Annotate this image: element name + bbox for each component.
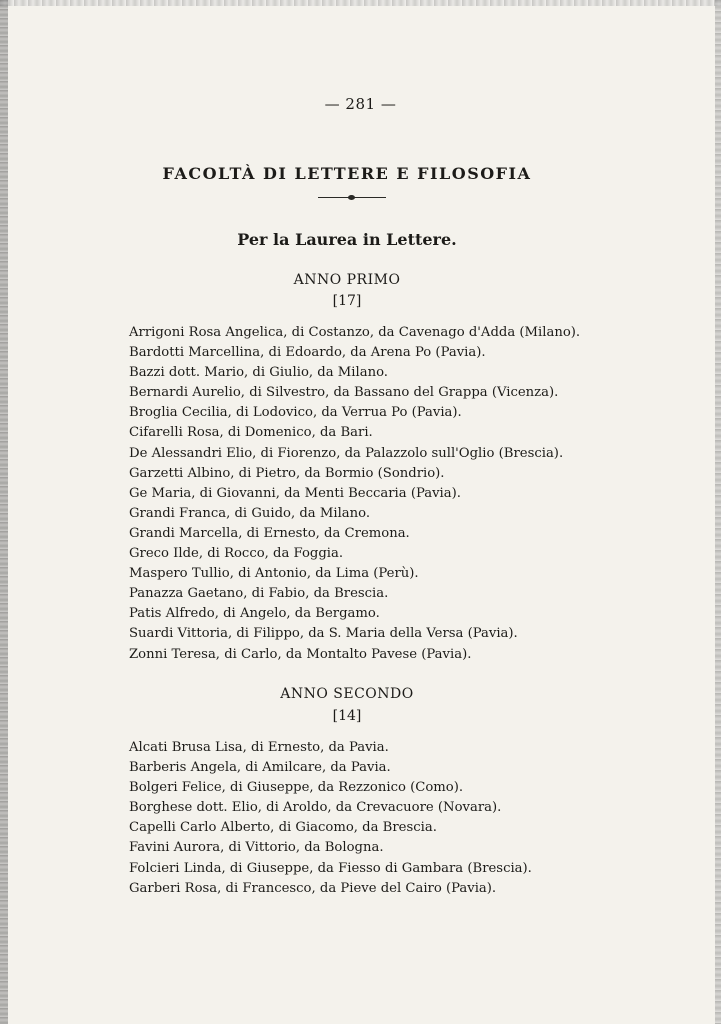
student-entry: Bazzi dott. Mario, di Giulio, da Milano. xyxy=(129,365,388,381)
student-entry: Greco Ilde, di Rocco, da Foggia. xyxy=(129,546,344,562)
student-list-first-year xyxy=(129,323,580,665)
student-entry: Suardi Vittoria, di Filippo, da S. Maria della Versa (Pavia). xyxy=(129,626,518,642)
student-entry: Borghese dott. Elio, di Aroldo, da Crevacuore (Novara). xyxy=(129,800,502,816)
student-entry: Folcieri Linda, di Giuseppe, da Fiesso di Gambara (Brescia). xyxy=(129,860,532,876)
student-entry: Favini Aurora, di Vittorio, da Bologna. xyxy=(129,840,384,856)
student-entry: Capelli Carlo Alberto, di Giacomo, da Brescia. xyxy=(129,820,437,836)
title-divider-rule xyxy=(318,197,386,198)
year-heading-first: ANNO PRIMO xyxy=(293,272,401,288)
student-list-second-year xyxy=(129,738,532,899)
student-entry: Cifarelli Rosa, di Domenico, da Bari. xyxy=(129,425,373,441)
degree-heading: Per la Laurea in Lettere. xyxy=(237,230,457,249)
student-entry: Garzetti Albino, di Pietro, da Bormio (Sondrio). xyxy=(129,465,445,481)
student-entry: Bolgeri Felice, di Giuseppe, da Rezzonico (Como). xyxy=(129,780,464,796)
student-entry: Panazza Gaetano, di Fabio, da Brescia. xyxy=(129,586,389,602)
student-entry: De Alessandri Elio, di Fiorenzo, da Palazzolo sull'Oglio (Brescia). xyxy=(129,445,564,461)
student-entry: Garberi Rosa, di Francesco, da Pieve del Cairo (Pavia). xyxy=(129,880,497,896)
year-heading-second: ANNO SECONDO xyxy=(280,686,414,702)
scan-edge-right xyxy=(715,0,721,1024)
student-entry: Bardotti Marcellina, di Edoardo, da Arena Po (Pavia). xyxy=(129,345,486,361)
student-entry: Arrigoni Rosa Angelica, di Costanzo, da Cavenago d'Adda (Milano). xyxy=(129,325,581,340)
page-number: — 281 — xyxy=(324,95,397,113)
student-entry: Alcati Brusa Lisa, di Ernesto, da Pavia. xyxy=(129,740,389,755)
student-entry: Bernardi Aurelio, di Silvestro, da Bassano del Grappa (Vicenza). xyxy=(129,385,559,401)
student-entry: Barberis Angela, di Amilcare, da Pavia. xyxy=(129,760,391,776)
year-count-first: [17] xyxy=(332,293,362,309)
student-entry: Maspero Tullio, di Antonio, da Lima (Perù). xyxy=(129,566,419,582)
scan-edge-left xyxy=(0,0,8,1024)
student-entry: Patis Alfredo, di Angelo, da Bergamo. xyxy=(129,606,380,622)
year-count-second: [14] xyxy=(332,708,362,724)
faculty-title: FACOLTÀ DI LETTERE E FILOSOFIA xyxy=(162,164,532,183)
scan-edge-top xyxy=(0,0,721,6)
student-entry: Grandi Marcella, di Ernesto, da Cremona. xyxy=(129,525,410,541)
student-entry: Zonni Teresa, di Carlo, da Montalto Pavese (Pavia). xyxy=(129,646,472,662)
student-entry: Broglia Cecilia, di Lodovico, da Verrua Po (Pavia). xyxy=(129,405,462,421)
student-entry: Ge Maria, di Giovanni, da Menti Beccaria (Pavia). xyxy=(129,485,461,501)
student-entry: Grandi Franca, di Guido, da Milano. xyxy=(129,505,371,521)
